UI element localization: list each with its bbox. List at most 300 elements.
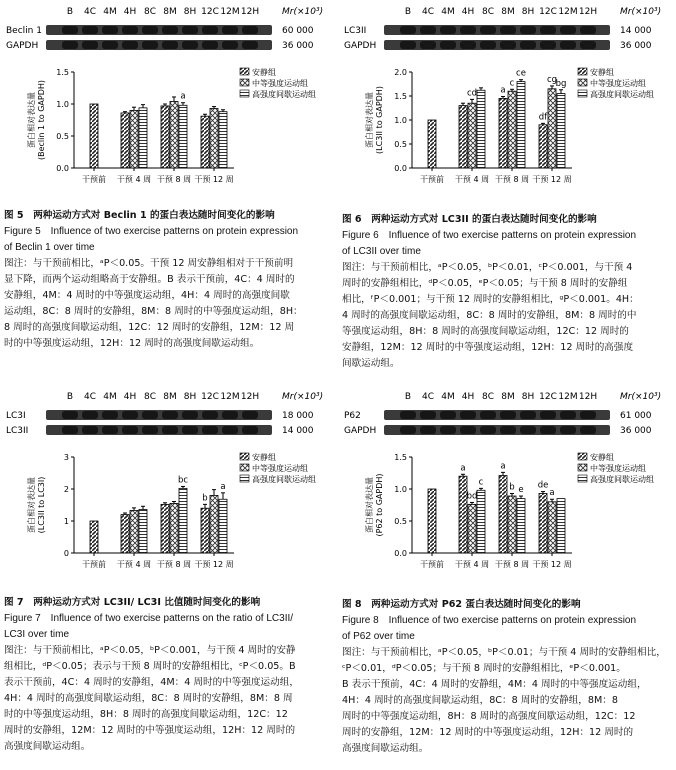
note-line: 周时的安静组相比，ᵈP＜0.05，ᵉP＜0.05；与干预 8 周时的安静组: [342, 278, 628, 289]
blot-lane-band: [202, 41, 218, 49]
y-tick-label: 0: [63, 549, 69, 558]
significance-label: ce: [516, 68, 526, 79]
blot-mw: 60 000: [282, 26, 314, 36]
blot-mw: 14 000: [282, 426, 314, 436]
blot-lane-band: [520, 411, 536, 419]
bar: [201, 116, 209, 168]
blot-lane-band: [440, 411, 456, 419]
bar: [121, 113, 129, 168]
x-tick-label: 干预 8 周: [156, 560, 192, 569]
blot-lane-band: [162, 41, 178, 49]
caption-notes: [4, 256, 334, 352]
y-axis-label-unit: (P62 to GAPDH): [375, 473, 384, 537]
bar-chart-fig5: [0, 58, 338, 208]
blot-lane-band: [242, 26, 258, 34]
blot-lane-band: [540, 26, 556, 34]
x-tick-label: 干预前: [420, 175, 444, 184]
bar: [161, 504, 169, 553]
lane-label: 12C: [201, 392, 219, 402]
blot-lane-band: [142, 26, 158, 34]
blot-lane-band: [480, 26, 496, 34]
bar: [459, 476, 467, 553]
blot-row-label: LC3II: [344, 26, 367, 36]
lane-label: 12C: [539, 7, 557, 17]
legend-label: 高强度间歇运动组: [252, 475, 316, 484]
blot-lane-band: [122, 426, 138, 434]
bar: [557, 499, 565, 553]
blot-band: [46, 40, 272, 50]
blot-lane-band: [560, 26, 576, 34]
bar: [499, 476, 507, 553]
note-line: 图注：与干预前相比，ᵃP＜0.05，ᵇP＜0.01；与干预 4 周时的安静组相比，: [342, 647, 666, 658]
significance-label: a: [500, 461, 506, 472]
x-tick-label: 干预 4 周: [454, 560, 490, 569]
lane-label: 8H: [183, 7, 197, 17]
caption-cn-title: 图 8 两种运动方式对 P62 蛋白表达随时间变化的影响: [342, 599, 581, 610]
lane-label: 12H: [578, 7, 598, 17]
lane-label: 8C: [143, 392, 157, 402]
bar: [539, 125, 547, 168]
blot-mw: 14 000: [620, 26, 652, 36]
x-tick-label: 干预 4 周: [454, 175, 490, 184]
note-line: 运动组，8C：8 周时的安静组，8M：8 周时的中等强度运动组，8H：: [4, 306, 303, 317]
blot-lane-band: [520, 426, 536, 434]
bar: [179, 488, 187, 553]
legend-swatch: [578, 68, 587, 75]
y-tick-label: 3: [63, 453, 69, 462]
blot-lane-band: [480, 426, 496, 434]
blot-lane-band: [580, 26, 596, 34]
blot-lane-band: [460, 426, 476, 434]
blot-mw: 36 000: [282, 41, 314, 51]
blot-lane-band: [182, 41, 198, 49]
blot-lane-band: [202, 26, 218, 34]
blot-lane-band: [142, 426, 158, 434]
note-line: 显下降，而两个运动组略高于安静组。B 表示干预前，4C：4 周时的: [4, 274, 295, 285]
x-tick-label: 干预 4 周: [116, 560, 152, 569]
significance-label: c: [478, 477, 484, 488]
blot-lane-band: [560, 426, 576, 434]
lane-label: 8M: [501, 392, 515, 402]
legend-label: 高强度间歇运动组: [590, 90, 654, 99]
blot-lane-band: [122, 41, 138, 49]
legend-label: 中等强度运动组: [252, 79, 308, 88]
caption-en-title-line2: LC3I over time: [4, 629, 70, 640]
x-tick-label: 干预 12 周: [194, 560, 234, 569]
bar: [201, 508, 209, 553]
note-line: 8 周时的高强度间歇运动组，12C：12 周时的安静组，12M：12 周: [4, 322, 295, 333]
note-line: 周时的安静组，12M：12 周时的中等强度运动组，12H：12 周时的: [4, 725, 296, 736]
bar: [161, 106, 169, 168]
legend-swatch: [578, 475, 587, 482]
blot-lane-band: [580, 41, 596, 49]
blot-lane-band: [460, 26, 476, 34]
significance-label: a: [460, 463, 466, 474]
bar: [428, 120, 436, 168]
blot-mw: 36 000: [620, 426, 652, 436]
note-line: 图注：与干预前相比，ᵃP＜0.05，ᵇP＜0.001，与干预 4 周时的安静: [4, 645, 296, 656]
blot-row-label: LC3I: [6, 411, 26, 421]
legend-swatch: [240, 453, 249, 460]
blot-lane-band: [62, 41, 78, 49]
bar: [90, 104, 98, 168]
lane-label: 4H: [123, 7, 137, 17]
blot-lane-band: [62, 26, 78, 34]
significance-label: c: [509, 78, 515, 89]
lane-label: 8M: [163, 7, 177, 17]
y-tick-label: 0.5: [394, 517, 407, 526]
y-tick-label: 1.0: [394, 116, 407, 125]
blot-lane-band: [400, 411, 416, 419]
y-tick-label: 0.0: [394, 549, 407, 558]
figure-6: [338, 0, 676, 385]
lane-label: 12M: [558, 392, 578, 402]
blot-lane-band: [520, 26, 536, 34]
caption-notes: [342, 260, 672, 372]
x-tick-label: 干预 12 周: [532, 175, 572, 184]
figure-8: [338, 385, 676, 770]
note-line: 高强度间歇运动组。: [342, 743, 429, 754]
blot-lane-band: [162, 26, 178, 34]
note-line: 4 周时的高强度间歇运动组，8C：8 周时的安静组，8M：8 周时的中: [342, 310, 637, 321]
y-tick-label: 1.0: [56, 100, 69, 109]
legend-label: 安静组: [252, 68, 276, 77]
bar: [517, 499, 525, 553]
bar-chart-fig8: [338, 443, 676, 593]
y-tick-label: 2.0: [394, 68, 407, 77]
blot-lane-band: [102, 426, 118, 434]
lane-label: 8M: [163, 392, 177, 402]
blot-lane-band: [242, 411, 258, 419]
western-blot-fig5: [0, 0, 338, 58]
bar: [130, 510, 138, 553]
y-axis-label: 蛋白相对表达量: [27, 92, 36, 148]
caption-fig7: [4, 595, 334, 755]
blot-band: [46, 410, 272, 420]
y-tick-label: 1: [63, 517, 69, 526]
mr-label: Mr(×10³): [282, 7, 324, 17]
blot-lane-band: [440, 26, 456, 34]
significance-label: bd: [466, 491, 478, 502]
blot-lane-band: [162, 411, 178, 419]
bar: [90, 521, 98, 553]
blot-row-label: GAPDH: [344, 41, 377, 51]
lane-label: 4H: [461, 392, 475, 402]
lane-label: 8M: [501, 7, 515, 17]
blot-row-label: LC3II: [6, 426, 29, 436]
bar: [121, 515, 129, 553]
lane-label: 4H: [461, 7, 475, 17]
caption-cn-title: 图 6 两种运动方式对 LC3II 的蛋白表达随时间变化的影响: [342, 214, 597, 225]
lane-label: 8C: [481, 7, 495, 17]
lane-label: 4M: [103, 392, 117, 402]
legend-swatch: [240, 464, 249, 471]
note-line: 等强度运动组，8H：8 周时的高强度间歇运动组，12C：12 周时的: [342, 326, 629, 337]
note-line: 4H：4 周时的高强度间歇运动组，8C：8 周时的安静组，8M：8: [342, 695, 618, 706]
lane-label: B: [66, 392, 74, 402]
blot-lane-band: [460, 411, 476, 419]
x-tick-label: 干预 8 周: [494, 560, 530, 569]
mr-label: Mr(×10³): [282, 392, 324, 402]
blot-row-label: P62: [344, 411, 361, 421]
legend-swatch: [240, 475, 249, 482]
blot-lane-band: [122, 26, 138, 34]
significance-label: bg: [555, 78, 567, 89]
note-line: 相比，ᶠP＜0.001；与干预 12 周时的安静组相比，ᵍP＜0.001。4H：: [342, 294, 639, 305]
blot-lane-band: [440, 426, 456, 434]
bar-chart-fig7: [0, 443, 338, 593]
bar: [428, 489, 436, 553]
y-axis-label-unit: (LC3II to GAPDH): [375, 86, 384, 154]
caption-fig5: [4, 208, 334, 352]
legend-swatch: [240, 79, 249, 86]
note-line: B 表示干预前，4C：4 周时的安静组，4M：4 周时的中等强度运动组，: [342, 679, 647, 690]
bar: [499, 98, 507, 168]
bar: [477, 90, 485, 168]
blot-lane-band: [420, 26, 436, 34]
bar: [508, 91, 516, 168]
blot-lane-band: [460, 41, 476, 49]
blot-mw: 36 000: [620, 41, 652, 51]
y-tick-label: 1.5: [394, 92, 407, 101]
western-blot-fig7: [0, 385, 338, 443]
bar: [557, 94, 565, 168]
caption-notes: [4, 643, 334, 755]
bar: [508, 496, 516, 553]
note-line: 安静组，12M：12 周时的中等强度运动组，12H：12 周时的高强度: [342, 342, 634, 353]
blot-mw: 61 000: [620, 411, 652, 421]
blot-lane-band: [202, 426, 218, 434]
bar: [539, 493, 547, 553]
blot-lane-band: [102, 41, 118, 49]
blot-lane-band: [500, 26, 516, 34]
bar-chart-fig6: [338, 58, 676, 208]
lane-label: 8C: [481, 392, 495, 402]
legend-label: 安静组: [252, 453, 276, 462]
bar: [517, 82, 525, 168]
blot-lane-band: [142, 411, 158, 419]
blot-lane-band: [500, 411, 516, 419]
lane-label: 12H: [240, 7, 260, 17]
legend-label: 中等强度运动组: [252, 464, 308, 473]
blot-band: [384, 40, 610, 50]
x-tick-label: 干预 8 周: [156, 175, 192, 184]
legend-swatch: [578, 453, 587, 460]
blot-lane-band: [540, 411, 556, 419]
y-tick-label: 0.0: [56, 164, 69, 173]
y-tick-label: 0.5: [394, 140, 407, 149]
significance-label: a: [180, 91, 186, 102]
blot-lane-band: [202, 411, 218, 419]
caption-en-title-line1: Figure 8 Influence of two exercise patterns on protein expression: [342, 615, 637, 626]
y-tick-label: 1.5: [56, 68, 69, 77]
blot-lane-band: [122, 411, 138, 419]
note-line: ᶜP＜0.01，ᵈP＜0.05；与干预 8 周时的安静组相比，ᵉP＜0.001。: [342, 663, 626, 674]
lane-label: 8H: [183, 392, 197, 402]
bar: [139, 108, 147, 168]
x-tick-label: 干预 4 周: [116, 175, 152, 184]
blot-lane-band: [222, 411, 238, 419]
blot-lane-band: [580, 411, 596, 419]
mr-label: Mr(×10³): [620, 392, 662, 402]
legend-swatch: [578, 90, 587, 97]
blot-lane-band: [222, 426, 238, 434]
bar: [459, 106, 467, 168]
blot-lane-band: [102, 26, 118, 34]
blot-lane-band: [162, 426, 178, 434]
y-axis-label: 蛋白相对表达量: [27, 477, 36, 533]
y-tick-label: 1.0: [394, 485, 407, 494]
blot-lane-band: [182, 411, 198, 419]
note-line: 时的中等强度运动组，12H：12 周时的高强度间歇运动组。: [4, 338, 260, 349]
blot-lane-band: [400, 41, 416, 49]
legend-label: 中等强度运动组: [590, 79, 646, 88]
bar: [170, 101, 178, 168]
blot-lane-band: [222, 26, 238, 34]
lane-label: 4C: [83, 392, 97, 402]
note-line: 周时的中等强度运动组，8H：8 周时的高强度间歇运动组，12C：12: [342, 711, 636, 722]
y-axis-label-unit: (Beclin 1 to GAPDH): [37, 80, 46, 160]
lane-label: 8H: [521, 392, 535, 402]
x-tick-label: 干预 8 周: [494, 175, 530, 184]
blot-row-label: GAPDH: [6, 41, 39, 51]
bar: [548, 502, 556, 553]
blot-lane-band: [540, 41, 556, 49]
note-line: 周时的安静组，12M：12 周时的中等强度运动组，12H：12 周时的: [342, 727, 634, 738]
lane-label: 8H: [521, 7, 535, 17]
lane-label: B: [404, 392, 412, 402]
blot-lane-band: [560, 41, 576, 49]
y-axis-label-unit: (LC3II to LC3I): [37, 476, 46, 534]
blot-lane-band: [82, 41, 98, 49]
significance-label: cg: [546, 74, 558, 85]
lane-label: 4C: [83, 7, 97, 17]
legend-label: 安静组: [590, 453, 614, 462]
legend-swatch: [240, 90, 249, 97]
lane-label: 12H: [240, 392, 260, 402]
blot-lane-band: [420, 41, 436, 49]
bar: [468, 103, 476, 168]
blot-lane-band: [400, 26, 416, 34]
significance-label: a: [220, 481, 226, 492]
blot-lane-band: [480, 41, 496, 49]
note-line: 高强度间歇运动组。: [4, 741, 91, 752]
blot-lane-band: [560, 411, 576, 419]
x-tick-label: 干预前: [420, 560, 444, 569]
lane-label: B: [404, 7, 412, 17]
lane-label: 4M: [103, 7, 117, 17]
blot-lane-band: [82, 426, 98, 434]
caption-en-title-line1: Figure 6 Influence of two exercise patterns on protein expression: [342, 230, 637, 241]
caption-fig8: [342, 597, 672, 757]
legend-swatch: [578, 79, 587, 86]
blot-band: [46, 25, 272, 35]
blot-lane-band: [182, 426, 198, 434]
western-blot-fig8: [338, 385, 676, 443]
lane-label: 4H: [123, 392, 137, 402]
bar: [219, 112, 227, 168]
legend-label: 安静组: [590, 68, 614, 77]
lane-label: 12M: [220, 392, 240, 402]
blot-lane-band: [102, 411, 118, 419]
significance-label: a: [549, 488, 555, 499]
legend-swatch: [578, 464, 587, 471]
caption-en-title-line1: Figure 7 Influence of two exercise patterns on the ratio of LC3II/: [4, 613, 294, 624]
blot-lane-band: [62, 411, 78, 419]
bar: [179, 105, 187, 168]
blot-lane-band: [242, 426, 258, 434]
note-line: 图注：与干预前相比，ᵃP＜0.05。干预 12 周安静组相对于干预前明: [4, 258, 294, 269]
blot-lane-band: [580, 426, 596, 434]
y-axis-label: 蛋白相对表达量: [365, 477, 374, 533]
significance-label: df: [538, 112, 548, 123]
blot-lane-band: [82, 26, 98, 34]
western-blot-fig6: [338, 0, 676, 58]
lane-label: 12H: [578, 392, 598, 402]
figure-5: [0, 0, 338, 385]
lane-label: 4M: [441, 392, 455, 402]
mr-label: Mr(×10³): [620, 7, 662, 17]
blot-lane-band: [440, 41, 456, 49]
caption-en-title-line1: Figure 5 Influence of two exercise patterns on protein expression: [4, 226, 299, 237]
lane-label: 8C: [143, 7, 157, 17]
blot-lane-band: [182, 26, 198, 34]
bar: [477, 490, 485, 553]
blot-lane-band: [82, 411, 98, 419]
blot-band: [384, 410, 610, 420]
y-tick-label: 1.5: [394, 453, 407, 462]
caption-en-title-line2: of P62 over time: [342, 631, 415, 642]
legend-label: 中等强度运动组: [590, 464, 646, 473]
blot-band: [384, 425, 610, 435]
lane-label: 4C: [421, 7, 435, 17]
blot-lane-band: [500, 426, 516, 434]
lane-label: 12C: [539, 392, 557, 402]
bar: [548, 89, 556, 168]
note-line: 组相比，ᵈP＜0.05；表示与干预 8 周时的安静组相比，ᶜP＜0.05。B: [4, 661, 296, 672]
note-line: 4H：4 周时的高强度间歇运动组，8C：8 周时的安静组，8M：8 周: [4, 693, 293, 704]
caption-fig6: [342, 212, 672, 372]
note-line: 间歇运动组。: [342, 358, 400, 369]
blot-lane-band: [142, 41, 158, 49]
bar: [210, 108, 218, 168]
bar: [130, 110, 138, 168]
y-tick-label: 0.0: [394, 164, 407, 173]
bar: [468, 504, 476, 553]
blot-lane-band: [420, 411, 436, 419]
lane-label: 4C: [421, 392, 435, 402]
significance-label: de: [537, 480, 549, 491]
significance-label: b: [509, 482, 515, 493]
blot-row-label: Beclin 1: [6, 26, 42, 36]
x-tick-label: 干预 12 周: [194, 175, 234, 184]
legend-label: 高强度间歇运动组: [252, 90, 316, 99]
note-line: 安静组，4M：4 周时的中等强度运动组，4H：4 周时的高强度间歇: [4, 290, 290, 301]
blot-band: [46, 425, 272, 435]
y-tick-label: 0.5: [56, 132, 69, 141]
note-line: 时的中等强度运动组，8H：8 周时的高强度间歇运动组，12C：12: [4, 709, 288, 720]
blot-lane-band: [480, 411, 496, 419]
blot-lane-band: [242, 41, 258, 49]
x-tick-label: 干预 12 周: [532, 560, 572, 569]
legend-label: 高强度间歇运动组: [590, 475, 654, 484]
lane-label: 12M: [558, 7, 578, 17]
blot-lane-band: [540, 426, 556, 434]
figure-7: [0, 385, 338, 770]
lane-label: B: [66, 7, 74, 17]
significance-label: cd: [466, 88, 478, 99]
significance-label: a: [500, 85, 506, 96]
